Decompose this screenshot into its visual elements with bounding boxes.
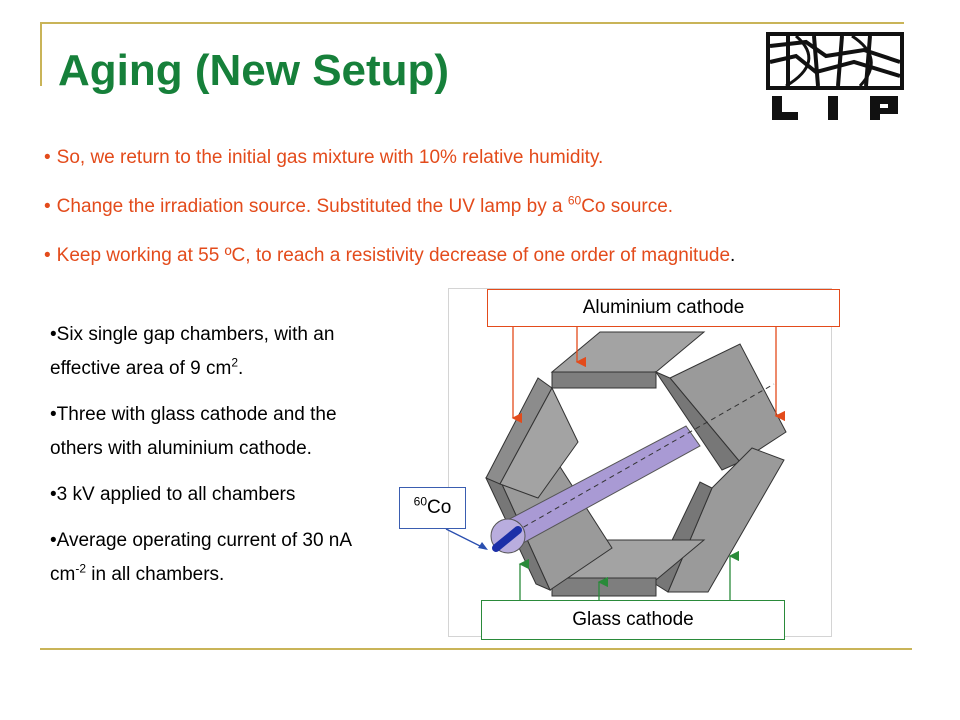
detail-cathode-types: •Three with glass cathode and the others with aluminium cathode. xyxy=(50,404,337,459)
detail-current: •Average operating current of 30 nA $cm^{-2}$ in all chambers. xyxy=(50,530,352,585)
detail-voltage: •3 kV applied to all chambers xyxy=(50,484,296,505)
source-arrow xyxy=(446,529,488,550)
bullet-temperature: • Keep working at 55 ºC, to reach a resistivity decrease of one order of magnitude. xyxy=(44,245,736,266)
slide-title: Aging (New Setup) xyxy=(58,46,450,95)
cobalt-source-label: $^{60}$Co xyxy=(399,487,466,529)
bullet-irradiation-source: • Change the irradiation source. Substituted the UV lamp by a $^{60}$Co source. xyxy=(44,193,674,217)
chamber-lower-right xyxy=(652,448,784,592)
aluminium-cathode-label: Aluminium cathode xyxy=(487,289,840,327)
detail-chamber-count: •Six single gap chambers, with an effective area of 9 $cm^2$. xyxy=(50,324,335,379)
bullet-gas-mixture: • So, we return to the initial gas mixture with 10% relative humidity. xyxy=(44,147,604,168)
glass-cathode-label: Glass cathode xyxy=(481,600,785,640)
